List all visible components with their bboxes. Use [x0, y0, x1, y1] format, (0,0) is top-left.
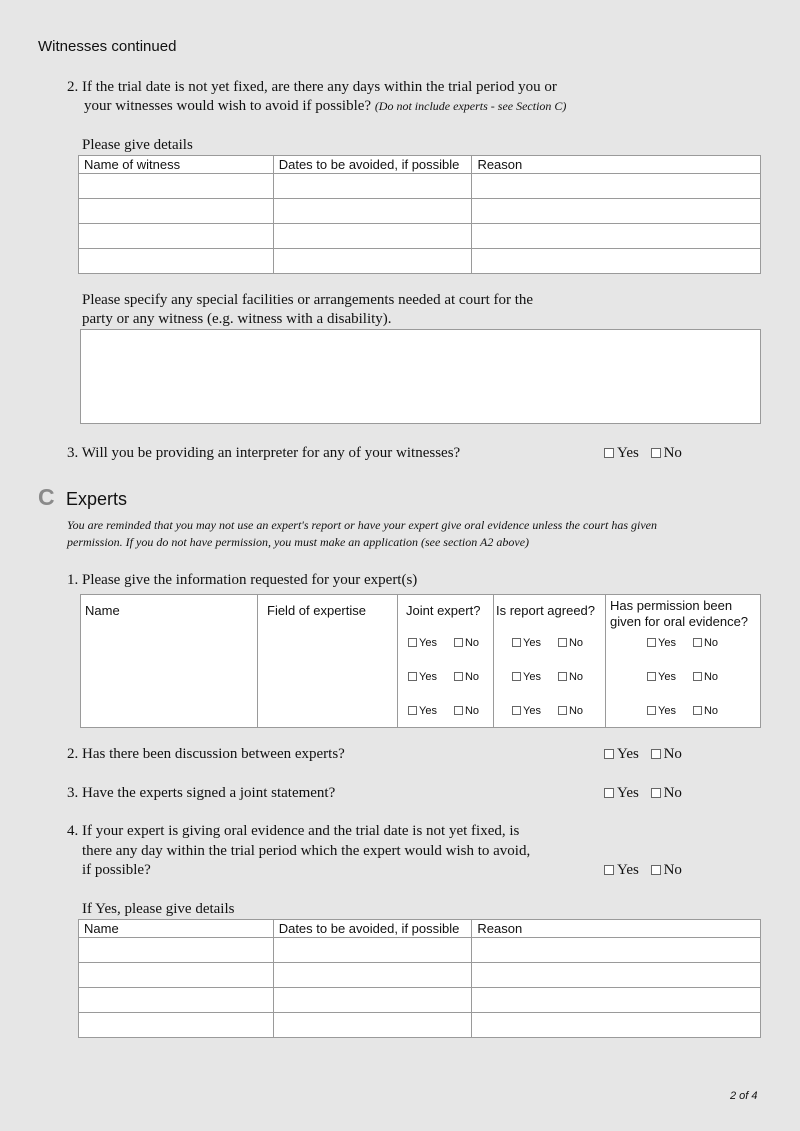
checkbox[interactable]	[454, 638, 463, 647]
yes-label: Yes	[658, 705, 676, 717]
header-permission-line1: Has permission been	[610, 598, 733, 613]
checkbox[interactable]	[454, 706, 463, 715]
yes-label: Yes	[523, 705, 541, 717]
header-name: Name	[85, 603, 120, 618]
no-label: No	[568, 637, 584, 649]
checkbox[interactable]	[647, 672, 656, 681]
header-joint: Joint expert?	[406, 603, 481, 618]
yes-label: Yes	[419, 671, 437, 683]
checkbox[interactable]	[558, 706, 567, 715]
table-cell[interactable]	[79, 988, 274, 1013]
header-name-of-witness: Name of witness	[79, 156, 274, 174]
details-label: Please give details	[82, 137, 193, 153]
header-reason: Reason	[472, 156, 761, 174]
section-letter: C	[38, 484, 55, 510]
table-cell[interactable]	[79, 249, 274, 274]
checkbox[interactable]	[604, 865, 614, 875]
table-row	[79, 199, 761, 224]
table-cell[interactable]	[273, 963, 472, 988]
yes-label: Yes	[419, 637, 437, 649]
yes-label: Yes	[523, 671, 541, 683]
permission-yes-no	[647, 637, 718, 649]
table-cell[interactable]	[273, 224, 472, 249]
yes-label: Yes	[658, 637, 676, 649]
header-reason: Reason	[472, 920, 761, 938]
interpreter-yes-no	[604, 444, 682, 462]
no-label: No	[663, 785, 682, 801]
checkbox[interactable]	[693, 706, 702, 715]
table-cell[interactable]	[472, 249, 761, 274]
column-divider	[257, 595, 258, 727]
yes-label: Yes	[617, 746, 639, 762]
question-2-line1: 2. If the trial date is not yet fixed, are there any days within the trial period you or	[67, 79, 557, 95]
checkbox[interactable]	[558, 672, 567, 681]
table-cell[interactable]	[273, 199, 472, 224]
joint-yes-no	[408, 671, 479, 683]
agreed-yes-no	[512, 637, 583, 649]
table-cell[interactable]	[79, 938, 274, 963]
table-cell[interactable]	[273, 174, 472, 199]
header-name: Name	[79, 920, 274, 938]
checkbox[interactable]	[651, 865, 661, 875]
section-note-line2: permission. If you do not have permission, you must make an application (see section A2 above)	[67, 535, 530, 549]
column-divider	[605, 595, 606, 727]
question-2-line2-text: your witnesses would wish to avoid if possible?	[84, 98, 372, 114]
column-divider	[397, 595, 398, 727]
checkbox[interactable]	[651, 788, 661, 798]
agreed-yes-no	[512, 705, 583, 717]
if-yes-details-label: If Yes, please give details	[82, 901, 235, 917]
interpreter-no-checkbox[interactable]	[651, 448, 661, 458]
table-row	[79, 249, 761, 274]
table-cell[interactable]	[79, 963, 274, 988]
section-heading: Witnesses continued	[38, 38, 177, 55]
checkbox[interactable]	[604, 788, 614, 798]
yes-label: Yes	[419, 705, 437, 717]
checkbox[interactable]	[604, 749, 614, 759]
table-header-row	[79, 920, 761, 938]
yes-label: Yes	[523, 637, 541, 649]
table-header-row	[79, 156, 761, 174]
page-number: 2 of 4	[730, 1090, 758, 1102]
table-row	[79, 963, 761, 988]
no-label: No	[703, 671, 719, 683]
no-label: No	[464, 637, 480, 649]
checkbox[interactable]	[651, 749, 661, 759]
table-cell[interactable]	[273, 938, 472, 963]
joint-yes-no	[408, 705, 479, 717]
experts-question-4-line2: there any day within the trial period which the expert would wish to avoid,	[82, 843, 531, 859]
table-cell[interactable]	[273, 988, 472, 1013]
joint-yes-no	[408, 637, 479, 649]
table-cell[interactable]	[472, 1013, 761, 1038]
table-cell[interactable]	[79, 174, 274, 199]
table-row	[79, 1013, 761, 1038]
checkbox[interactable]	[693, 638, 702, 647]
permission-yes-no	[647, 671, 718, 683]
checkbox[interactable]	[647, 638, 656, 647]
table-cell[interactable]	[472, 963, 761, 988]
experts-question-3: 3. Have the experts signed a joint statement?	[67, 785, 336, 801]
experts-question-1: 1. Please give the information requested for your expert(s)	[67, 572, 418, 588]
no-label: No	[663, 862, 682, 878]
agreed-yes-no	[512, 671, 583, 683]
special-facilities-textarea[interactable]	[80, 329, 761, 424]
checkbox[interactable]	[512, 672, 521, 681]
experts-question-4-line3: if possible?	[82, 862, 151, 878]
no-label: No	[568, 705, 584, 717]
checkbox[interactable]	[454, 672, 463, 681]
expert-avoid-table	[78, 919, 761, 1038]
no-label: No	[703, 637, 719, 649]
expert-table	[80, 594, 761, 728]
table-cell[interactable]	[273, 249, 472, 274]
column-divider	[493, 595, 494, 727]
yes-label: Yes	[617, 862, 639, 878]
header-field: Field of expertise	[267, 603, 366, 618]
witness-avoid-table	[78, 155, 761, 274]
checkbox[interactable]	[512, 638, 521, 647]
joint-statement-yes-no	[604, 784, 682, 802]
header-dates-avoided: Dates to be avoided, if possible	[273, 156, 472, 174]
table-row	[79, 988, 761, 1013]
header-permission-line2: given for oral evidence?	[610, 614, 749, 629]
yes-label: Yes	[658, 671, 676, 683]
checkbox[interactable]	[408, 638, 417, 647]
experts-question-4-line1: 4. If your expert is giving oral evidence and the trial date is not yet fixed, is	[67, 823, 520, 839]
special-facilities-line1: Please specify any special facilities or arrangements needed at court for the	[82, 292, 534, 308]
table-row	[79, 224, 761, 249]
section-note-line1: You are reminded that you may not use an expert's report or have your expert give oral evidence unless the court has given	[67, 518, 657, 532]
table-cell[interactable]	[472, 199, 761, 224]
table-cell[interactable]	[273, 1013, 472, 1038]
permission-yes-no	[647, 705, 718, 717]
experts-question-2: 2. Has there been discussion between experts?	[67, 746, 345, 762]
discussion-yes-no	[604, 745, 682, 763]
table-cell[interactable]	[79, 199, 274, 224]
table-cell[interactable]	[472, 174, 761, 199]
table-row	[79, 938, 761, 963]
yes-label: Yes	[617, 785, 639, 801]
no-label: No	[464, 671, 480, 683]
question-2-note: (Do not include experts - see Section C)	[374, 99, 567, 113]
interpreter-yes-checkbox[interactable]	[604, 448, 614, 458]
avoid-day-yes-no	[604, 861, 682, 879]
table-row	[79, 174, 761, 199]
yes-label: Yes	[617, 445, 639, 461]
table-cell[interactable]	[79, 1013, 274, 1038]
section-title: Experts	[66, 489, 128, 509]
table-cell[interactable]	[472, 224, 761, 249]
no-label: No	[464, 705, 480, 717]
checkbox[interactable]	[408, 672, 417, 681]
question-2-line2	[84, 96, 566, 116]
question-3: 3. Will you be providing an interpreter for any of your witnesses?	[67, 445, 461, 461]
no-label: No	[663, 445, 682, 461]
checkbox[interactable]	[558, 638, 567, 647]
no-label: No	[703, 705, 719, 717]
checkbox[interactable]	[512, 706, 521, 715]
checkbox[interactable]	[647, 706, 656, 715]
checkbox[interactable]	[693, 672, 702, 681]
table-cell[interactable]	[472, 988, 761, 1013]
header-dates-avoided: Dates to be avoided, if possible	[273, 920, 472, 938]
header-agreed: Is report agreed?	[496, 603, 596, 618]
checkbox[interactable]	[408, 706, 417, 715]
no-label: No	[568, 671, 584, 683]
table-cell[interactable]	[79, 224, 274, 249]
special-facilities-line2: party or any witness (e.g. witness with a disability).	[82, 311, 392, 327]
table-cell[interactable]	[472, 938, 761, 963]
no-label: No	[663, 746, 682, 762]
